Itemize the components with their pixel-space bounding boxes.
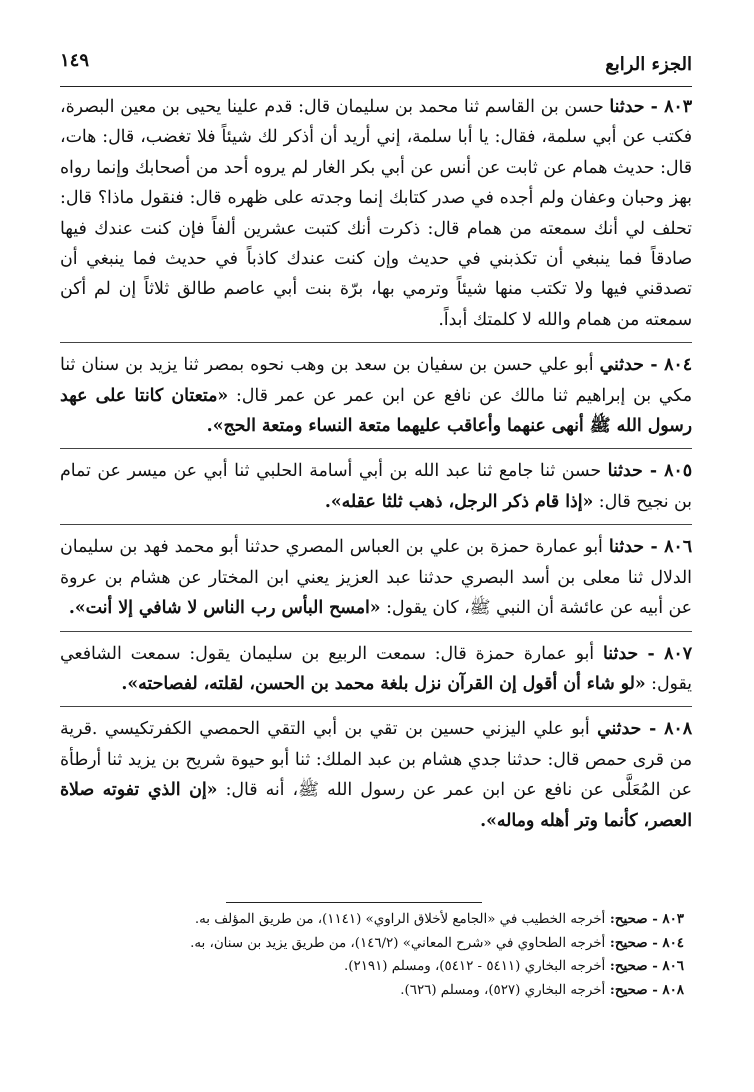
hadith-number: ٨٠٤: [664, 355, 692, 376]
footnote-text: أخرجه الطحاوي في «شرح المعاني» (١٤٦/٢)، من طريق يزيد بن سنان، به.: [190, 935, 606, 951]
hadith-803: ٨٠٣ - حدثنا حسن بن القاسم ثنا محمد بن سليمان قال: قدم علينا يحيى بن معين البصرة، فكتب عن أبي سلمة، فقال: يا أبا سلمة، إني أريد أن أذكر لك شيئاً فلا تغضب، قال: هات، قال: حديث همام عن ثابت عن أنس عن أبي بكر الغار لم يروه أحد من أصحابك وإنما رواه بهز وحبان وعفان ولم أجده في صدر كتابك إنما وجدته على ظهره قال: فنقول ماذا؟ قال: تحلف لي أنك سمعته من همام قال: ذكرت أنك كتبت عشرين ألفاً فإن كنت عندك فيها صادقاً فما ينبغي أن تكذبني في حديث وإن كنت عندك كاذباً في حديث فما ينبغي أن تصدقني فيها ولا تكتب منها شيئاً وترمي بها، برّة بنت أبي عاصم طالق ثلاثاً إن لم أكن سمعته من همام والله لا كلمتك أبداً.: [60, 97, 692, 330]
footnote-grade: صحيح: [614, 934, 648, 951]
footnote: ٨٠٣ - صحيح: أخرجه الخطيب في «الجامع لأخلاق الراوي» (١١٤١)، من طريق المؤلف به.: [194, 911, 684, 927]
hadith-keyword: حدثني: [597, 719, 642, 740]
footnote-grade: صحيح: [614, 958, 648, 975]
hadith-number: ٨٠٨: [664, 719, 692, 740]
hadith-quote: «امسح البأس رب الناس لا شافي إلا أنت».: [68, 598, 381, 619]
hadith-text: أبو عمارة حمزة قال: سمعت الربيع بن سليمان يقول: سمعت الشافعي يقول:: [60, 643, 692, 694]
hadith-807: ٨٠٧ - حدثنا أبو عمارة حمزة قال: سمعت الربيع بن سليمان يقول: سمعت الشافعي يقول: «لو شاء أن أقول إن القرآن نزل بلغة محمد بن الحسن، لقلته، لفصاحته».: [60, 643, 692, 694]
hadith-number: ٨٠٧: [664, 643, 692, 664]
hadith-806: ٨٠٦ - حدثنا أبو عمارة حمزة بن علي بن العباس المصري حدثنا أبو محمد فهد بن سليمان الدلال ثنا معلى بن أسد البصري حدثنا عبد العزيز يعني ابن المختار عن هشام بن عروة عن أبيه عن عائشة أن النبي ﷺ، كان يقول: «امسح البأس رب الناس لا شافي إلا أنت».: [60, 537, 692, 619]
hadith-804: ٨٠٤ - حدثني أبو علي حسن بن سفيان بن سعد بن وهب نحوه بمصر ثنا يزيد بن سنان ثنا مكي بن إبراهيم ثنا مالك عن نافع عن ابن عمر عن عمر قال: «متعتان كانتا على عهد رسول الله ﷺ أنهى عنهما وأعاقب عليهما متعة النساء ومتعة الحج».: [60, 355, 692, 437]
hadith-text: أبو علي اليزني حسين بن تقي بن أبي التقي الحمصي الكفرتكيسي .قرية من قرى حمص قال: حدثنا جدي هشام بن عبد الملك: ثنا أبو حيوة شريح بن يزيد ثنا أرطأة عن المُعَلَّى عن نافع عن ابن عمر عن رسول الله ﷺ، أنه قال:: [60, 719, 692, 801]
hadith-number: ٨٠٥: [664, 461, 692, 482]
footnote-number: ٨٠٤: [662, 934, 684, 951]
footnote-grade: صحيح: [614, 981, 648, 998]
hadith-text: حسن ثنا جامع ثنا عبد الله بن أبي أسامة الحلبي ثنا أبي عن ميسر عن تمام بن نجيح قال:: [60, 461, 692, 512]
hadith-divider: [60, 706, 692, 707]
hadith-quote: «إذا قام ذكر الرجل، ذهب ثلثا عقله».: [324, 491, 594, 512]
hadith-keyword: حدثني: [599, 355, 644, 376]
footnotes: [60, 908, 684, 1002]
footnote: ٨٠٤ - صحيح: أخرجه الطحاوي في «شرح المعاني» (١٤٦/٢)، من طريق يزيد بن سنان، به.: [190, 934, 684, 951]
footnote: ٨٠٦ - صحيح: أخرجه البخاري (٥٤١١ - ٥٤١٢)، ومسلم (٢١٩١).: [344, 958, 684, 975]
hadith-805: ٨٠٥ - حدثنا حسن ثنا جامع ثنا عبد الله بن أبي أسامة الحلبي ثنا أبي عن ميسر عن تمام بن نجيح قال: «إذا قام ذكر الرجل، ذهب ثلثا عقله».: [60, 461, 692, 512]
hadith-keyword: حدثنا: [603, 643, 639, 664]
hadith-text: حسن بن القاسم ثنا محمد بن سليمان قال: قدم علينا يحيى بن معين البصرة، فكتب عن أبي سلمة، فقال: يا أبا سلمة، إني أريد أن أذكر لك شيئاً فلا تغضب، قال: هات، قال: حديث همام عن ثابت عن أنس عن أبي بكر الغار لم يروه أحد من أصحابك وإنما رواه بهز وحبان وعفان ولم أجده في صدر كتابك إنما وجدته على ظهره قال: فنقول ماذا؟ قال: تحلف لي أنك سمعته من همام قال: ذكرت أنك كتبت عشرين ألفاً فإن كنت عندك فيها صادقاً فما ينبغي أن تكذبني في حديث وإن كنت عندك كاذباً في حديث فما ينبغي أن تصدقني فيها ولا تكتب منها شيئاً وترمي بها، برّة بنت أبي عاصم طالق ثلاثاً إن لم أكن سمعته من همام والله لا كلمتك أبداً.: [60, 97, 692, 330]
hadith-divider: [60, 524, 692, 525]
hadith-divider: [60, 448, 692, 449]
hadith-quote: «متعتان كانتا على عهد رسول الله ﷺ أنهى عنهما وأعاقب عليهما متعة النساء ومتعة الحج».: [60, 385, 692, 437]
running-title: الجزء الرابع: [605, 54, 692, 75]
hadith-text: أبو علي حسن بن سفيان بن سعد بن وهب نحوه بمصر ثنا يزيد بن سنان ثنا مكي بن إبراهيم ثنا مالك عن نافع عن ابن عمر عن عمر قال:: [60, 355, 692, 406]
footnote-rule: [226, 902, 482, 903]
hadith-divider: [60, 631, 692, 632]
hadith-number: ٨٠٣: [664, 97, 692, 117]
footnote-text: أخرجه البخاري (٥٤١١ - ٥٤١٢)، ومسلم (٢١٩١).: [344, 959, 606, 975]
footnote-number: ٨٠٨: [662, 981, 684, 998]
page-header: [60, 46, 692, 87]
page-body: [60, 92, 692, 836]
hadith-keyword: حدثنا: [609, 97, 645, 117]
footnote-text: أخرجه البخاري (٥٢٧)، ومسلم (٦٢٦).: [400, 982, 606, 998]
hadith-number: ٨٠٦: [664, 537, 692, 558]
hadith-keyword: حدثنا: [608, 537, 644, 558]
hadith-divider: [60, 342, 692, 343]
hadith-quote: «إن الذي تفوته صلاة العصر، كأنما وتر أهله وماله».: [60, 780, 692, 831]
footnote: ٨٠٨ - صحيح: أخرجه البخاري (٥٢٧)، ومسلم (٦٢٦).: [400, 981, 684, 998]
hadith-808: ٨٠٨ - حدثني أبو علي اليزني حسين بن تقي بن أبي التقي الحمصي الكفرتكيسي .قرية من قرى حمص قال: حدثنا جدي هشام بن عبد الملك: ثنا أبو حيوة شريح بن يزيد ثنا أرطأة عن المُعَلَّى عن نافع عن ابن عمر عن رسول الله ﷺ، أنه قال: «إن الذي تفوته صلاة العصر، كأنما وتر أهله وماله».: [60, 719, 692, 831]
footnote-number: ٨٠٣: [662, 911, 684, 927]
hadith-keyword: حدثنا: [607, 461, 643, 482]
footnote-grade: صحيح: [614, 911, 648, 927]
page-number: ١٤٩: [60, 50, 90, 71]
footnote-text: أخرجه الخطيب في «الجامع لأخلاق الراوي» (١١٤١)، من طريق المؤلف به.: [194, 912, 606, 927]
hadith-text: أبو عمارة حمزة بن علي بن العباس المصري حدثنا أبو محمد فهد بن سليمان الدلال ثنا معلى بن أسد البصري حدثنا عبد العزيز يعني ابن المختار عن هشام بن عروة عن أبيه عن عائشة أن النبي ﷺ، كان يقول:: [60, 537, 692, 619]
hadith-quote: «لو شاء أن أقول إن القرآن نزل بلغة محمد بن الحسن، لقلته، لفصاحته».: [121, 673, 646, 694]
footnote-number: ٨٠٦: [662, 958, 684, 975]
